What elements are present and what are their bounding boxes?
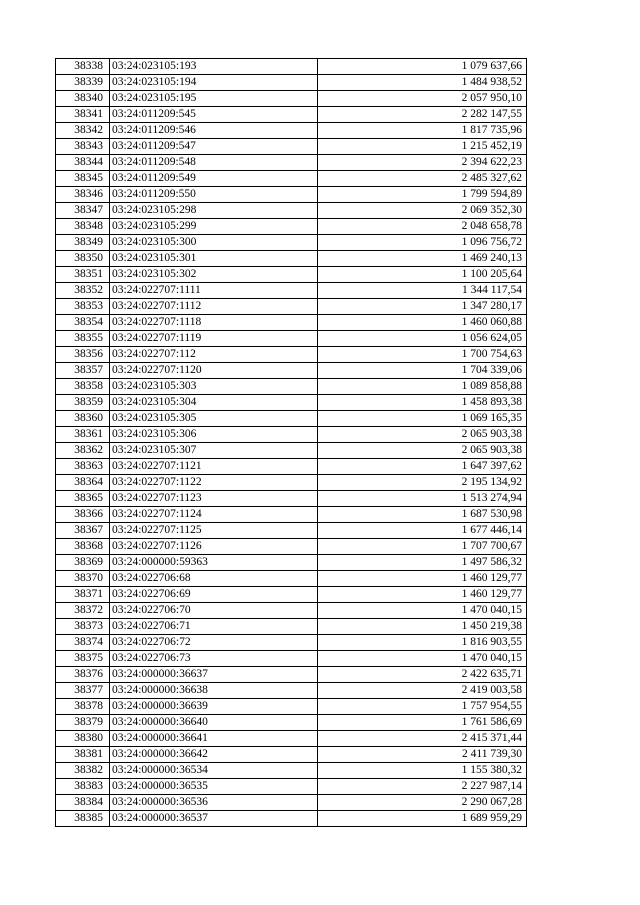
cadastral-number-cell: 03:24:023105:305 — [110, 411, 318, 427]
row-number-cell: 38344 — [56, 155, 110, 171]
row-number-cell: 38358 — [56, 379, 110, 395]
table-row — [56, 427, 527, 443]
value-cell: 2 394 622,23 — [318, 155, 527, 171]
cadastral-number-cell: 03:24:022707:1124 — [110, 507, 318, 523]
value-cell: 1 056 624,05 — [318, 331, 527, 347]
table-row — [56, 459, 527, 475]
row-number-cell: 38380 — [56, 731, 110, 747]
value-cell: 1 470 040,15 — [318, 651, 527, 667]
table-row — [56, 715, 527, 731]
table-row — [56, 555, 527, 571]
value-cell: 1 761 586,69 — [318, 715, 527, 731]
value-cell: 1 687 530,98 — [318, 507, 527, 523]
row-number-cell: 38359 — [56, 395, 110, 411]
cadastral-number-cell: 03:24:022707:1112 — [110, 299, 318, 315]
cadastral-number-cell: 03:24:011209:548 — [110, 155, 318, 171]
table-row — [56, 395, 527, 411]
table-row — [56, 587, 527, 603]
cadastral-number-cell: 03:24:000000:36637 — [110, 667, 318, 683]
table-row — [56, 267, 527, 283]
cadastral-number-cell: 03:24:000000:36537 — [110, 811, 318, 827]
cadastral-number-cell: 03:24:011209:550 — [110, 187, 318, 203]
table-row — [56, 571, 527, 587]
value-cell: 2 282 147,55 — [318, 107, 527, 123]
value-cell: 1 344 117,54 — [318, 283, 527, 299]
cadastral-number-cell: 03:24:022707:1126 — [110, 539, 318, 555]
row-number-cell: 38340 — [56, 91, 110, 107]
cadastral-number-cell: 03:24:023105:299 — [110, 219, 318, 235]
value-cell: 1 816 903,55 — [318, 635, 527, 651]
row-number-cell: 38352 — [56, 283, 110, 299]
value-cell: 1 677 446,14 — [318, 523, 527, 539]
cadastral-number-cell: 03:24:022707:1120 — [110, 363, 318, 379]
value-cell: 1 757 954,55 — [318, 699, 527, 715]
value-cell: 2 048 658,78 — [318, 219, 527, 235]
value-cell: 1 470 040,15 — [318, 603, 527, 619]
cadastral-number-cell: 03:24:000000:36536 — [110, 795, 318, 811]
cadastral-number-cell: 03:24:000000:36642 — [110, 747, 318, 763]
table-row — [56, 219, 527, 235]
row-number-cell: 38377 — [56, 683, 110, 699]
row-number-cell: 38382 — [56, 763, 110, 779]
value-cell: 1 450 219,38 — [318, 619, 527, 635]
cadastral-number-cell: 03:24:000000:36639 — [110, 699, 318, 715]
value-cell: 1 689 959,29 — [318, 811, 527, 827]
row-number-cell: 38381 — [56, 747, 110, 763]
table-row — [56, 507, 527, 523]
table-row — [56, 203, 527, 219]
table-row — [56, 443, 527, 459]
cadastral-number-cell: 03:24:022706:73 — [110, 651, 318, 667]
cadastral-number-cell: 03:24:011209:545 — [110, 107, 318, 123]
value-cell: 2 411 739,30 — [318, 747, 527, 763]
row-number-cell: 38348 — [56, 219, 110, 235]
cadastral-number-cell: 03:24:022707:1118 — [110, 315, 318, 331]
value-cell: 1 799 594,89 — [318, 187, 527, 203]
value-cell: 1 079 637,66 — [318, 59, 527, 75]
row-number-cell: 38345 — [56, 171, 110, 187]
table-row — [56, 331, 527, 347]
table-row — [56, 539, 527, 555]
value-cell: 1 100 205,64 — [318, 267, 527, 283]
row-number-cell: 38362 — [56, 443, 110, 459]
cadastral-number-cell: 03:24:011209:546 — [110, 123, 318, 139]
table-row — [56, 411, 527, 427]
data-table — [55, 58, 527, 827]
table-row — [56, 795, 527, 811]
cadastral-number-cell: 03:24:000000:36641 — [110, 731, 318, 747]
table-row — [56, 123, 527, 139]
row-number-cell: 38360 — [56, 411, 110, 427]
value-cell: 2 065 903,38 — [318, 427, 527, 443]
row-number-cell: 38373 — [56, 619, 110, 635]
table-row — [56, 107, 527, 123]
cadastral-number-cell: 03:24:022706:71 — [110, 619, 318, 635]
row-number-cell: 38341 — [56, 107, 110, 123]
row-number-cell: 38347 — [56, 203, 110, 219]
cadastral-number-cell: 03:24:022707:1111 — [110, 283, 318, 299]
cadastral-number-cell: 03:24:022706:68 — [110, 571, 318, 587]
cadastral-number-cell: 03:24:000000:59363 — [110, 555, 318, 571]
table-row — [56, 683, 527, 699]
cadastral-number-cell: 03:24:023105:194 — [110, 75, 318, 91]
row-number-cell: 38364 — [56, 475, 110, 491]
row-number-cell: 38369 — [56, 555, 110, 571]
row-number-cell: 38374 — [56, 635, 110, 651]
table-row — [56, 235, 527, 251]
table-row — [56, 299, 527, 315]
value-cell: 2 422 635,71 — [318, 667, 527, 683]
value-cell: 1 497 586,32 — [318, 555, 527, 571]
table-row — [56, 747, 527, 763]
value-cell: 1 460 129,77 — [318, 571, 527, 587]
table-row — [56, 187, 527, 203]
row-number-cell: 38379 — [56, 715, 110, 731]
row-number-cell: 38366 — [56, 507, 110, 523]
table-row — [56, 91, 527, 107]
cadastral-number-cell: 03:24:000000:36535 — [110, 779, 318, 795]
row-number-cell: 38376 — [56, 667, 110, 683]
table-row — [56, 731, 527, 747]
value-cell: 1 069 165,35 — [318, 411, 527, 427]
row-number-cell: 38375 — [56, 651, 110, 667]
row-number-cell: 38349 — [56, 235, 110, 251]
cadastral-number-cell: 03:24:022707:1123 — [110, 491, 318, 507]
table-row — [56, 667, 527, 683]
table-row — [56, 251, 527, 267]
cadastral-number-cell: 03:24:022707:1125 — [110, 523, 318, 539]
value-cell: 2 419 003,58 — [318, 683, 527, 699]
value-cell: 1 096 756,72 — [318, 235, 527, 251]
cadastral-number-cell: 03:24:000000:36534 — [110, 763, 318, 779]
cadastral-number-cell: 03:24:023105:298 — [110, 203, 318, 219]
cadastral-number-cell: 03:24:022707:1121 — [110, 459, 318, 475]
row-number-cell: 38356 — [56, 347, 110, 363]
table-row — [56, 139, 527, 155]
table-body — [56, 59, 527, 827]
value-cell: 1 707 700,67 — [318, 539, 527, 555]
row-number-cell: 38346 — [56, 187, 110, 203]
value-cell: 1 155 380,32 — [318, 763, 527, 779]
table-row — [56, 75, 527, 91]
table-row — [56, 779, 527, 795]
table-row — [56, 171, 527, 187]
cadastral-number-cell: 03:24:023105:300 — [110, 235, 318, 251]
row-number-cell: 38354 — [56, 315, 110, 331]
row-number-cell: 38371 — [56, 587, 110, 603]
cadastral-number-cell: 03:24:023105:303 — [110, 379, 318, 395]
value-cell: 2 290 067,28 — [318, 795, 527, 811]
value-cell: 2 485 327,62 — [318, 171, 527, 187]
value-cell: 1 484 938,52 — [318, 75, 527, 91]
row-number-cell: 38353 — [56, 299, 110, 315]
cadastral-number-cell: 03:24:011209:547 — [110, 139, 318, 155]
value-cell: 2 415 371,44 — [318, 731, 527, 747]
cadastral-number-cell: 03:24:022706:70 — [110, 603, 318, 619]
table-row — [56, 811, 527, 827]
table-row — [56, 315, 527, 331]
table-row — [56, 763, 527, 779]
row-number-cell: 38378 — [56, 699, 110, 715]
cadastral-number-cell: 03:24:000000:36640 — [110, 715, 318, 731]
value-cell: 1 460 060,88 — [318, 315, 527, 331]
value-cell: 2 069 352,30 — [318, 203, 527, 219]
value-cell: 2 057 950,10 — [318, 91, 527, 107]
row-number-cell: 38384 — [56, 795, 110, 811]
row-number-cell: 38351 — [56, 267, 110, 283]
table-row — [56, 475, 527, 491]
table-row — [56, 699, 527, 715]
value-cell: 1 817 735,96 — [318, 123, 527, 139]
table-row — [56, 363, 527, 379]
cadastral-number-cell: 03:24:000000:36638 — [110, 683, 318, 699]
value-cell: 1 458 893,38 — [318, 395, 527, 411]
row-number-cell: 38339 — [56, 75, 110, 91]
row-number-cell: 38355 — [56, 331, 110, 347]
table-row — [56, 619, 527, 635]
cadastral-number-cell: 03:24:023105:302 — [110, 267, 318, 283]
row-number-cell: 38383 — [56, 779, 110, 795]
table-row — [56, 603, 527, 619]
value-cell: 1 647 397,62 — [318, 459, 527, 475]
cadastral-number-cell: 03:24:022707:112 — [110, 347, 318, 363]
cadastral-number-cell: 03:24:022706:69 — [110, 587, 318, 603]
cadastral-number-cell: 03:24:023105:301 — [110, 251, 318, 267]
cadastral-number-cell: 03:24:022707:1119 — [110, 331, 318, 347]
row-number-cell: 38372 — [56, 603, 110, 619]
cadastral-number-cell: 03:24:011209:549 — [110, 171, 318, 187]
table-row — [56, 635, 527, 651]
value-cell: 1 469 240,13 — [318, 251, 527, 267]
value-cell: 1 704 339,06 — [318, 363, 527, 379]
row-number-cell: 38342 — [56, 123, 110, 139]
row-number-cell: 38361 — [56, 427, 110, 443]
table-row — [56, 283, 527, 299]
table-row — [56, 59, 527, 75]
row-number-cell: 38368 — [56, 539, 110, 555]
value-cell: 1 215 452,19 — [318, 139, 527, 155]
cadastral-number-cell: 03:24:023105:307 — [110, 443, 318, 459]
value-cell: 2 227 987,14 — [318, 779, 527, 795]
value-cell: 1 089 858,88 — [318, 379, 527, 395]
table-row — [56, 379, 527, 395]
row-number-cell: 38343 — [56, 139, 110, 155]
value-cell: 1 460 129,77 — [318, 587, 527, 603]
cadastral-number-cell: 03:24:022707:1122 — [110, 475, 318, 491]
row-number-cell: 38370 — [56, 571, 110, 587]
cadastral-number-cell: 03:24:023105:195 — [110, 91, 318, 107]
value-cell: 1 347 280,17 — [318, 299, 527, 315]
cadastral-number-cell: 03:24:023105:306 — [110, 427, 318, 443]
table-row — [56, 651, 527, 667]
value-cell: 2 195 134,92 — [318, 475, 527, 491]
cadastral-number-cell: 03:24:022706:72 — [110, 635, 318, 651]
row-number-cell: 38385 — [56, 811, 110, 827]
row-number-cell: 38338 — [56, 59, 110, 75]
row-number-cell: 38363 — [56, 459, 110, 475]
cadastral-number-cell: 03:24:023105:193 — [110, 59, 318, 75]
value-cell: 1 513 274,94 — [318, 491, 527, 507]
value-cell: 1 700 754,63 — [318, 347, 527, 363]
row-number-cell: 38357 — [56, 363, 110, 379]
row-number-cell: 38367 — [56, 523, 110, 539]
row-number-cell: 38350 — [56, 251, 110, 267]
table-row — [56, 155, 527, 171]
table-row — [56, 523, 527, 539]
table-row — [56, 491, 527, 507]
cadastral-number-cell: 03:24:023105:304 — [110, 395, 318, 411]
value-cell: 2 065 903,38 — [318, 443, 527, 459]
row-number-cell: 38365 — [56, 491, 110, 507]
table-row — [56, 347, 527, 363]
